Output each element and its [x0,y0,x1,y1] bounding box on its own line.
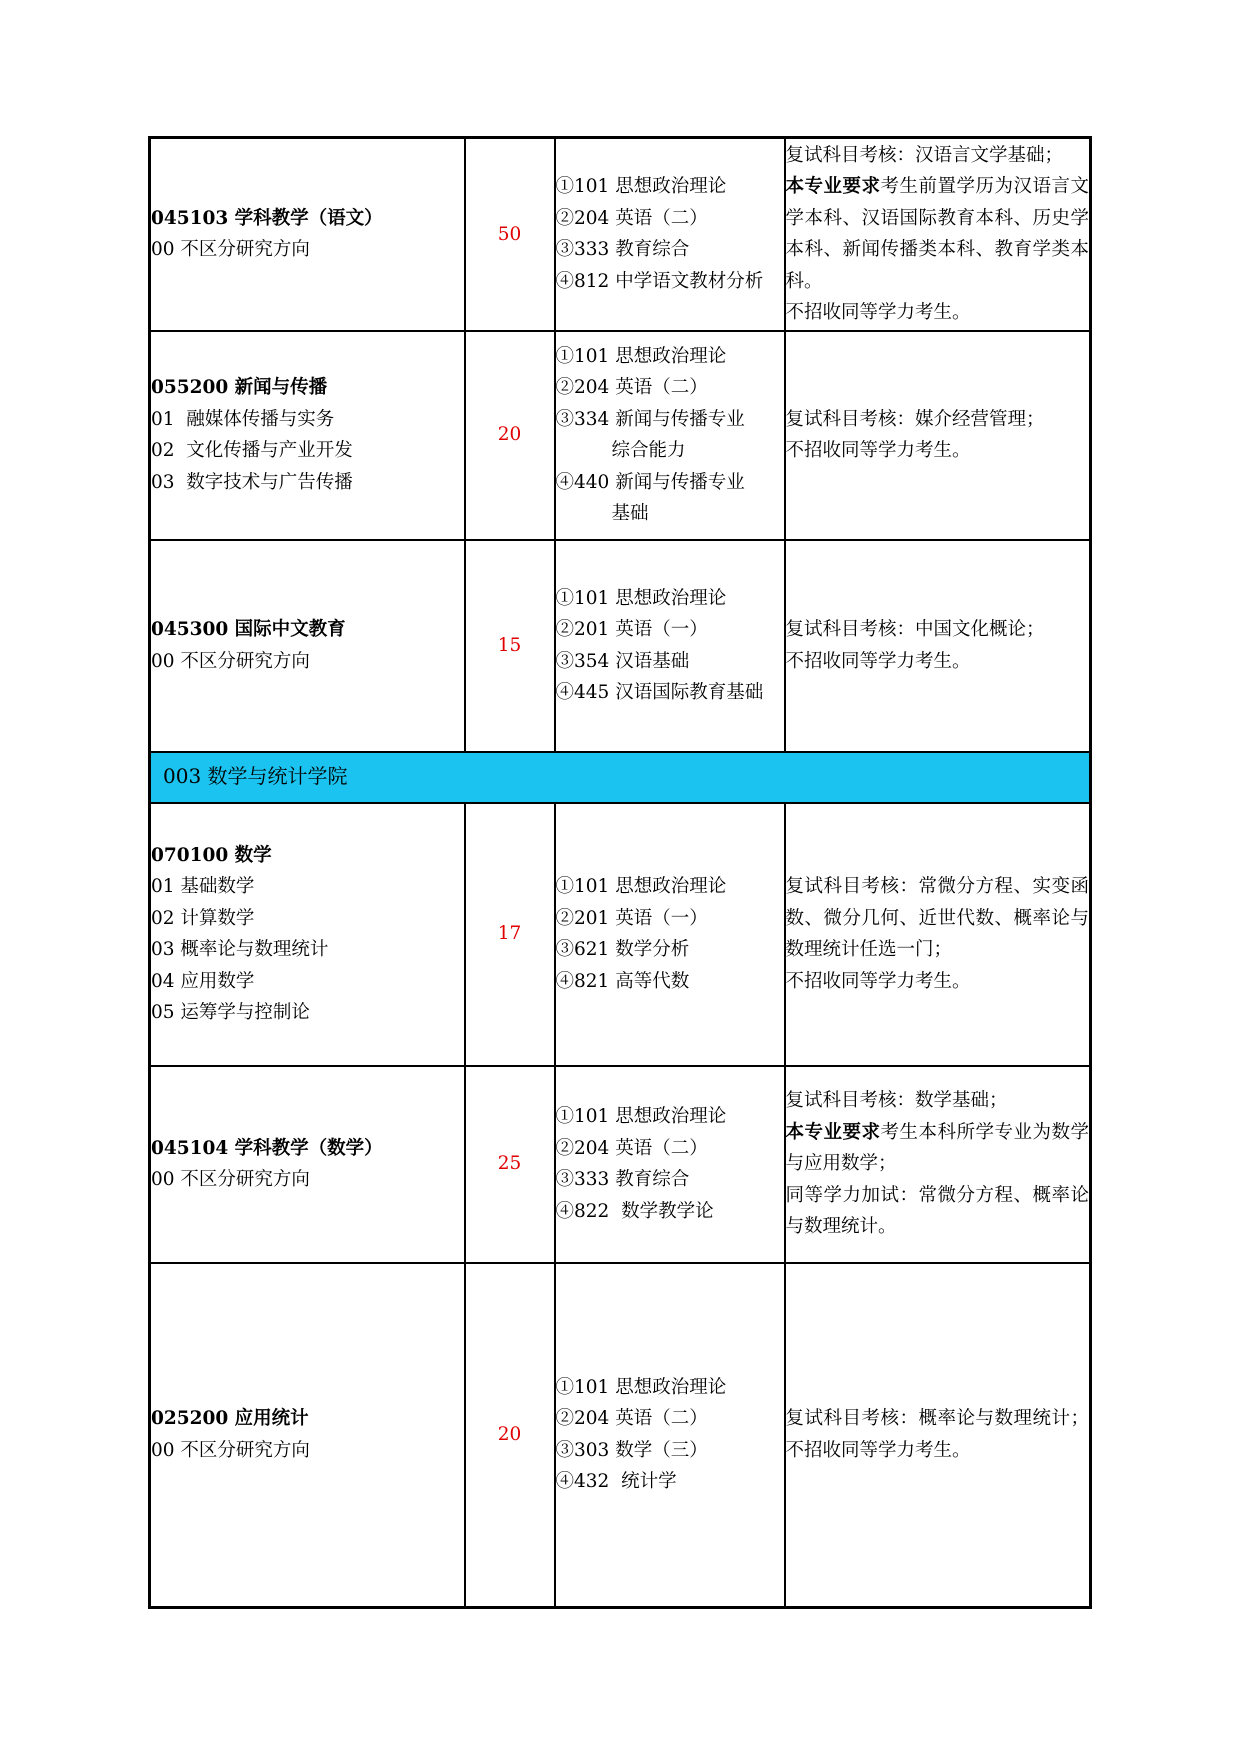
exam-subject: ②201 英语（一） [555,619,708,640]
exam-subject: ②204 英语（二） [555,1137,708,1159]
note-text: 考生前置学历为汉语言文学本科、汉语国际教育本科、历史学本科、新闻传播类本科、教育学类本科。 [785,176,1089,292]
table-row [150,803,1091,1066]
exam-subject: ③303 数学（三） [555,1439,708,1461]
section-row [150,752,1091,803]
exam-subject-continuation: 综合能力 [611,440,686,461]
exam-subject: ①101 思想政治理论 [555,345,727,367]
major-title: 070100 数学 [151,844,272,866]
note-line: 同等学力加试：常微分方程、概率论与数理统计。 [785,1184,1089,1238]
direction-item: 00 不区分研究方向 [151,239,310,261]
exam-subject: ④440 新闻与传播专业 [555,471,745,493]
note-line [786,1117,1090,1180]
note-line: 复试科目考核：媒介经营管理； [785,408,1045,430]
note-line [786,171,1090,297]
exam-subjects-cell [555,138,785,331]
major-title: 025200 应用统计 [151,1408,309,1430]
section-title: 003 数学与统计学院 [150,752,1091,803]
exam-subject: ①101 思想政治理论 [555,876,727,897]
major-cell [150,138,465,331]
note-emphasis: 本专业要求 [785,1121,881,1143]
direction-item: 00 不区分研究方向 [151,1439,310,1461]
major-title: 055200 新闻与传播 [151,377,328,398]
exam-subject: ③621 数学分析 [555,939,690,960]
exam-subject: ①101 思想政治理论 [555,587,727,609]
note-emphasis: 本专业要求 [785,176,881,198]
notes-cell [785,1263,1091,1608]
exam-subject: ④445 汉语国际教育基础 [555,682,764,703]
notes-cell [785,540,1091,752]
notes-cell [785,331,1091,540]
exam-subjects-cell [555,1263,785,1608]
exam-subject: ④822 数学教学论 [555,1200,714,1222]
direction-item: 00 不区分研究方向 [151,1169,310,1190]
exam-subject: ②201 英语（一） [555,907,708,929]
note-line: 不招收同等学力考生。 [785,302,971,324]
enrollment-count: 17 [465,803,555,1066]
notes-cell [785,138,1091,331]
direction-item: 01 基础数学 [151,876,255,897]
note-line: 复试科目考核：数学基础； [785,1090,1008,1112]
enrollment-count: 25 [465,1066,555,1263]
exam-subject: ①101 思想政治理论 [555,176,727,198]
table-row [150,540,1091,752]
exam-subjects-cell [555,803,785,1066]
exam-subject: ④821 高等代数 [555,970,690,992]
table-row [150,1263,1091,1608]
exam-subject-continuation: 基础 [611,503,649,524]
exam-subject: ③333 教育综合 [555,239,690,261]
enrollment-count: 15 [465,540,555,752]
direction-item: 05 运筹学与控制论 [151,1002,310,1023]
major-cell [150,331,465,540]
note-line: 复试科目考核：中国文化概论； [785,619,1045,640]
table-row [150,331,1091,540]
major-cell [150,1066,465,1263]
exam-subject: ④812 中学语文教材分析 [555,270,764,292]
notes-cell [785,803,1091,1066]
exam-subjects-cell [555,331,785,540]
exam-subject: ③334 新闻与传播专业 [555,408,745,430]
note-line: 复试科目考核：概率论与数理统计；不招收同等学力考生。 [785,1408,1089,1461]
note-line: 不招收同等学力考生。 [785,970,971,992]
exam-subject: ③354 汉语基础 [555,650,690,672]
exam-subject: ①101 思想政治理论 [555,1106,727,1127]
table-row [150,138,1091,331]
direction-item: 00 不区分研究方向 [151,650,310,672]
exam-subjects-cell [555,540,785,752]
note-line: 复试科目考核：汉语言文学基础； [785,144,1064,166]
note-text: 考生本科所学专业为数学与应用数学； [785,1121,1089,1175]
exam-subjects-cell [555,1066,785,1263]
exam-subject: ④432 统计学 [555,1471,677,1493]
table-row [150,1066,1091,1263]
exam-subject: ①101 思想政治理论 [555,1376,727,1398]
direction-item: 04 应用数学 [151,970,255,992]
major-cell [150,1263,465,1608]
major-title: 045103 学科教学（语文） [151,207,383,229]
admissions-table [148,136,1092,1609]
notes-cell [785,1066,1091,1263]
direction-item: 01 融媒体传播与实务 [151,408,335,430]
major-cell [150,540,465,752]
exam-subject: ③333 教育综合 [555,1169,690,1190]
major-cell [150,803,465,1066]
direction-item: 03 数字技术与广告传播 [151,471,353,493]
direction-item: 02 计算数学 [151,907,255,929]
note-line: 复试科目考核：常微分方程、实变函数、微分几何、近世代数、概率论与数理统计任选一门； [785,876,1089,960]
major-title: 045104 学科教学（数学） [151,1137,383,1159]
enrollment-count: 20 [465,1263,555,1608]
note-line: 不招收同等学力考生。 [785,440,971,461]
direction-item: 03 概率论与数理统计 [151,939,329,960]
enrollment-count: 20 [465,331,555,540]
direction-item: 02 文化传播与产业开发 [151,440,353,461]
exam-subject: ②204 英语（二） [555,207,708,229]
major-title: 045300 国际中文教育 [151,619,346,640]
exam-subject: ②204 英语（二） [555,377,708,398]
enrollment-count: 50 [465,138,555,331]
note-line: 不招收同等学力考生。 [785,650,971,672]
exam-subject: ②204 英语（二） [555,1408,708,1430]
